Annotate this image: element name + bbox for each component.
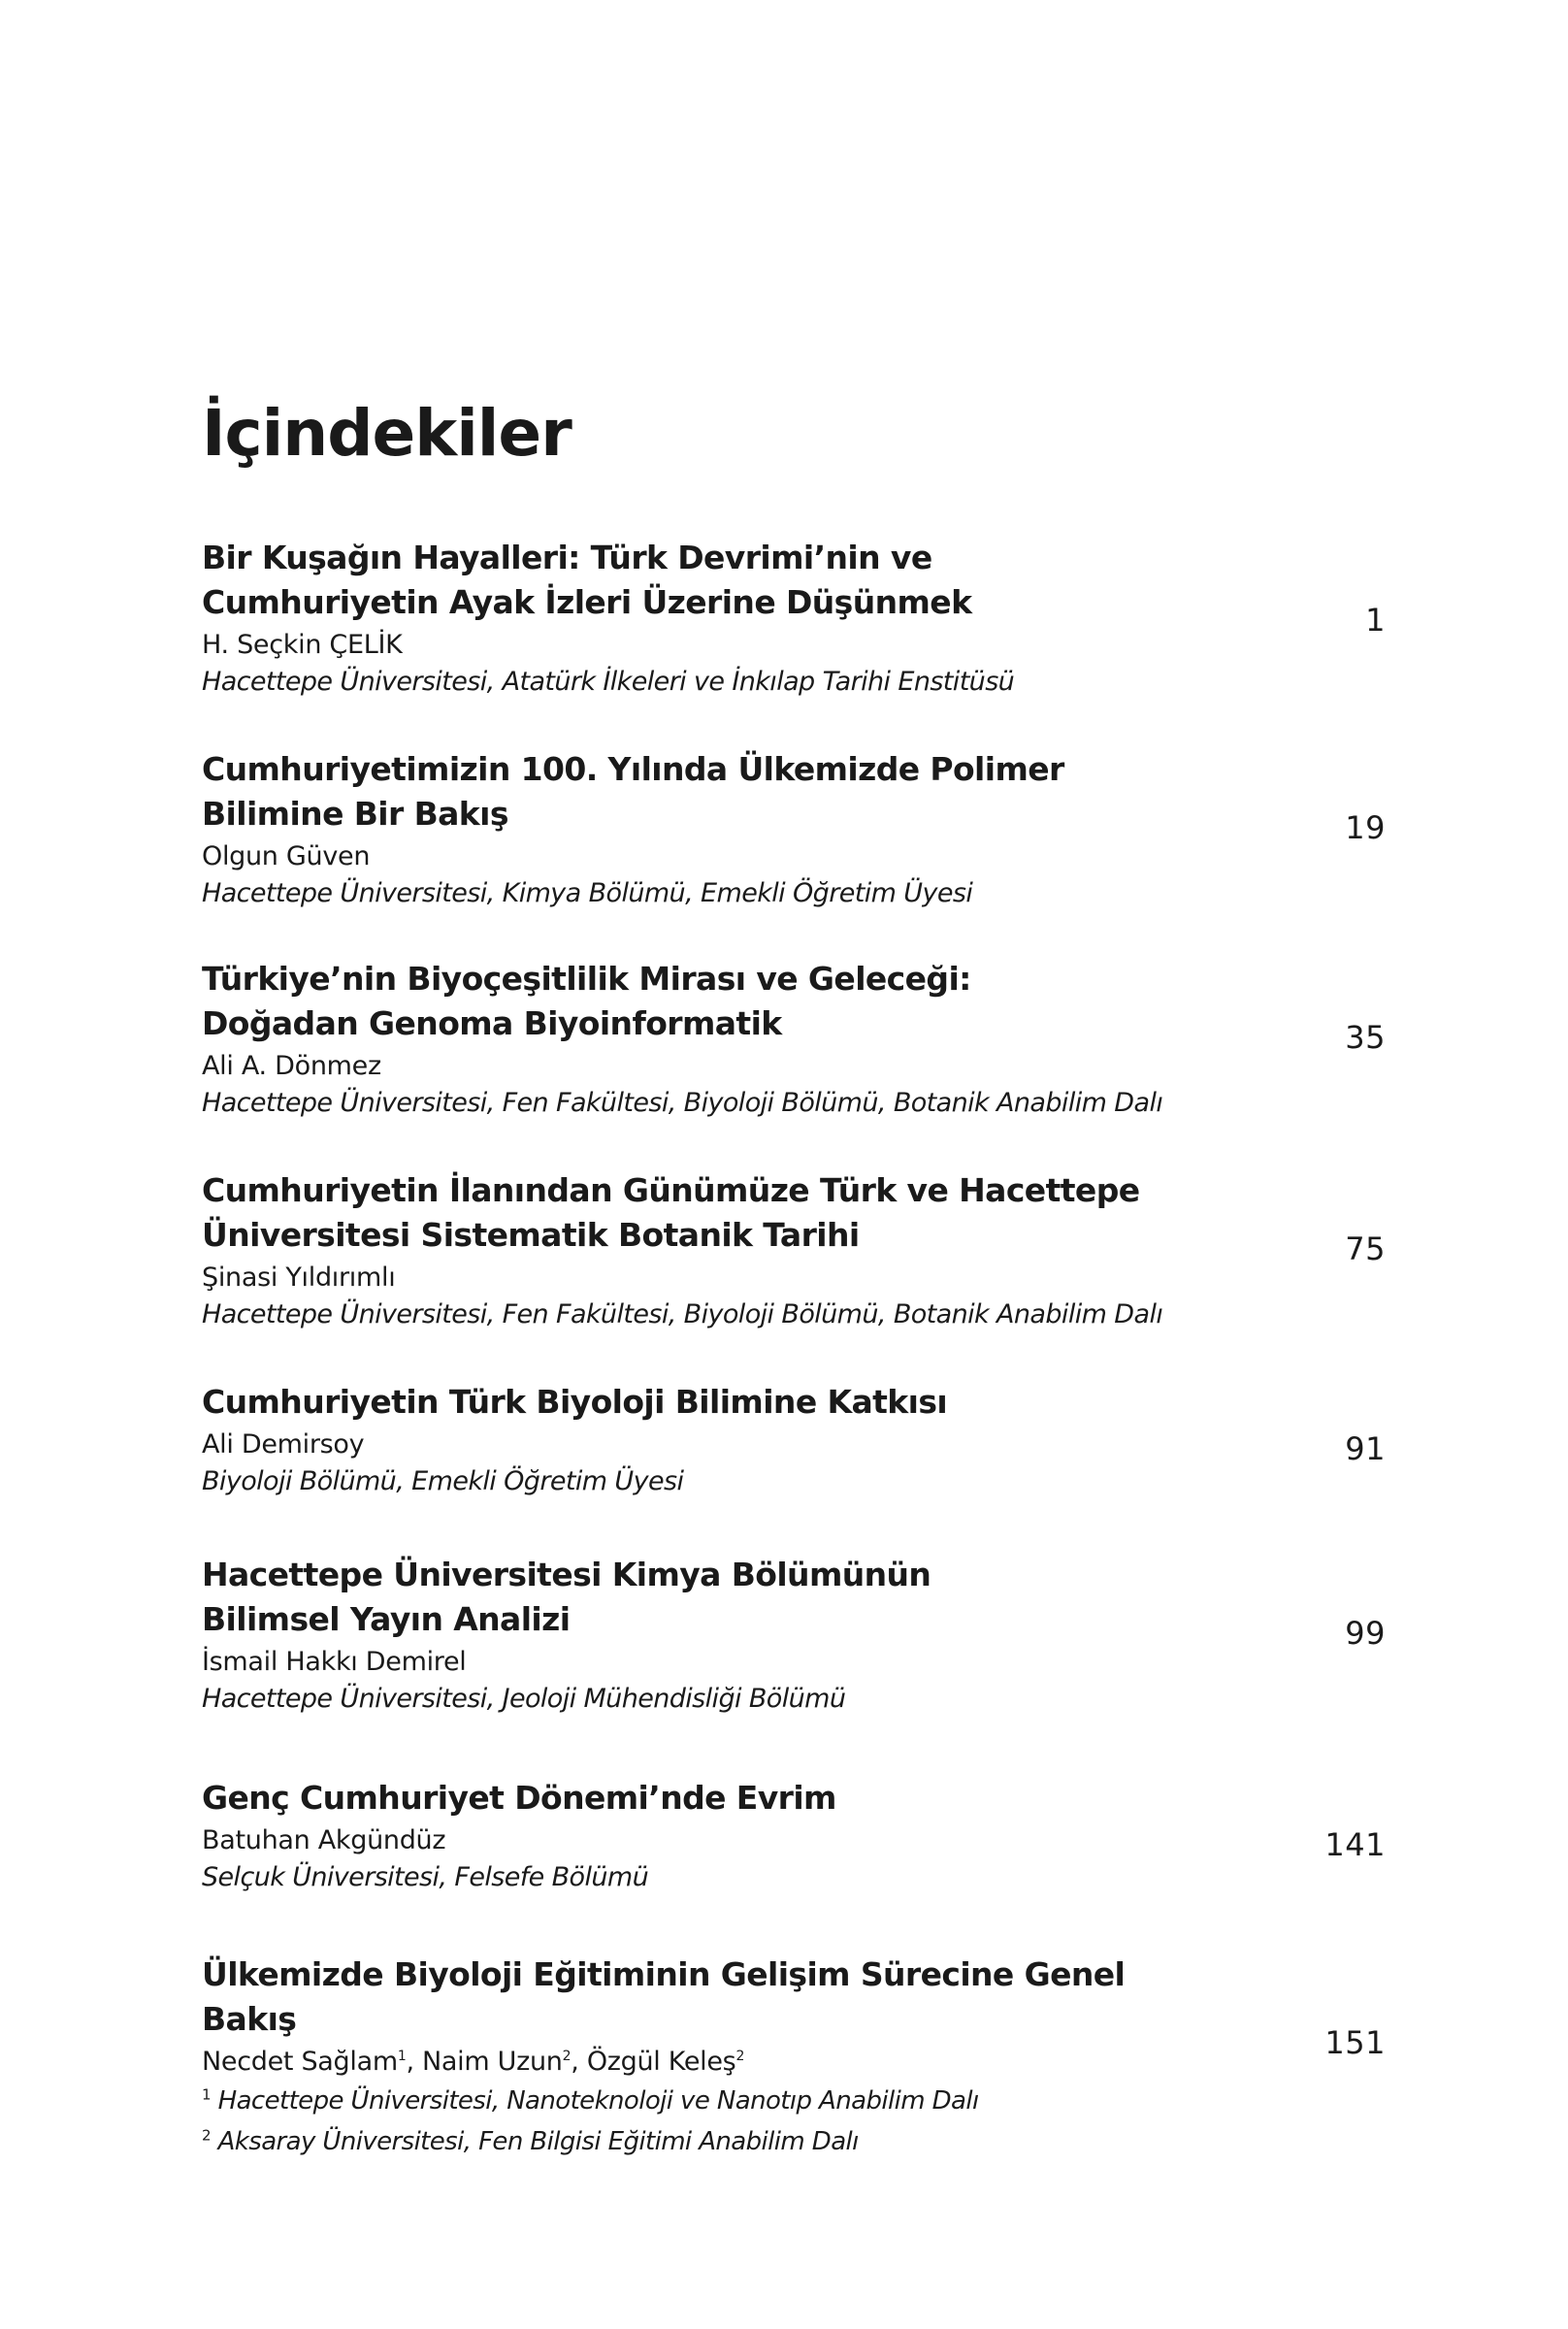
entry-title-line: Bir Kuşağın Hayalleri: Türk Devrimi’nin ve: [202, 539, 932, 576]
author-affiliation-mark: 2: [735, 2049, 745, 2064]
entry-title: [202, 536, 1172, 625]
entry-affiliation: Hacettepe Üniversitesi, Kimya Bölümü, Emekli Öğretim Üyesi: [202, 878, 973, 908]
entry-title-line: Cumhuriyetin Ayak İzleri Üzerine Düşünmek: [202, 583, 972, 621]
toc-entry[interactable]: [202, 536, 1386, 701]
affiliation-mark: 1: [202, 2085, 211, 2104]
page-title: İçindekiler: [202, 396, 572, 471]
toc-entry[interactable]: [202, 1168, 1386, 1333]
entry-title-line: Cumhuriyetimizin 100. Yılında Ülkemizde Polimer: [202, 750, 1064, 788]
author-separator: ,: [406, 2047, 423, 2077]
entry-affiliation: Hacettepe Üniversitesi, Atatürk İlkeleri ve İnkılap Tarihi Enstitüsü: [202, 667, 1015, 697]
affiliation-text: Hacettepe Üniversitesi, Nanoteknoloji ve Nanotıp Anabilim Dalı: [210, 2086, 979, 2116]
entry-page-number: 19: [1345, 809, 1386, 846]
entry-authors: [202, 2044, 1386, 2081]
entry-title-line: Türkiye’nin Biyoçeşitlilik Mirası ve Geleceği:: [202, 960, 971, 998]
entry-affiliation: [202, 2081, 1386, 2121]
entry-affiliation: Hacettepe Üniversitesi, Fen Fakültesi, Biyoloji Bölümü, Botanik Anabilim Dalı: [202, 1299, 1163, 1329]
entry-affiliation: [202, 2121, 1386, 2162]
entry-page-number: 151: [1324, 2024, 1386, 2061]
entry-page-number: 91: [1345, 1430, 1386, 1467]
entry-title-line: Cumhuriyetin İlanından Günümüze Türk ve Hacettepe: [202, 1171, 1140, 1209]
author-affiliation-mark: 2: [562, 2049, 572, 2064]
entry-title: [202, 1952, 1172, 2042]
author-affiliation-mark: 1: [397, 2049, 407, 2064]
entry-affiliation: Selçuk Üniversitesi, Felsefe Bölümü: [202, 1862, 649, 1892]
entry-author: Ali Demirsoy: [202, 1429, 365, 1460]
entry-author: Olgun Güven: [202, 841, 371, 871]
affiliation-mark: 2: [202, 2126, 211, 2145]
author-name: Naim Uzun: [422, 2047, 563, 2077]
entry-author: Ali A. Dönmez: [202, 1051, 381, 1081]
entry-page-number: 1: [1365, 602, 1386, 639]
entry-page-number: 75: [1345, 1230, 1386, 1267]
entry-title-line: Cumhuriyetin Türk Biyoloji Bilimine Katkısı: [202, 1383, 948, 1421]
entry-title: [202, 1776, 1172, 1821]
entry-author: Batuhan Akgündüz: [202, 1825, 446, 1855]
entry-author: H. Seçkin ÇELİK: [202, 630, 403, 660]
toc-entry[interactable]: [202, 957, 1386, 1122]
entry-page-number: 35: [1345, 1019, 1386, 1056]
entry-page-number: 99: [1345, 1615, 1386, 1652]
toc-entry[interactable]: [202, 747, 1386, 912]
entry-affiliation: Biyoloji Bölümü, Emekli Öğretim Üyesi: [202, 1466, 684, 1496]
author-name: Özgül Keleş: [586, 2047, 736, 2077]
author-separator: ,: [571, 2047, 587, 2077]
toc-entry[interactable]: [202, 1952, 1386, 2162]
entry-page-number: 141: [1324, 1826, 1386, 1863]
entry-title-line: Ülkemizde Biyoloji Eğitiminin Gelişim Sürecine Genel Bakış: [202, 1955, 1126, 2038]
entry-affiliation: Hacettepe Üniversitesi, Jeoloji Mühendisliği Bölümü: [202, 1684, 846, 1714]
entry-title-line: Üniversitesi Sistematik Botanik Tarihi: [202, 1216, 860, 1254]
toc-entry[interactable]: [202, 1553, 1386, 1718]
entry-title: [202, 1380, 1172, 1425]
entry-affiliation: Hacettepe Üniversitesi, Fen Fakültesi, Biyoloji Bölümü, Botanik Anabilim Dalı: [202, 1088, 1163, 1118]
entry-title: [202, 1553, 1172, 1642]
entry-title-line: Bilimine Bir Bakış: [202, 795, 508, 833]
entry-title: [202, 747, 1172, 836]
affiliation-text: Aksaray Üniversitesi, Fen Bilgisi Eğitimi Anabilim Dalı: [210, 2127, 859, 2156]
entry-author: İsmail Hakkı Demirel: [202, 1647, 467, 1677]
entry-title: [202, 1168, 1172, 1258]
entry-title-line: Hacettepe Üniversitesi Kimya Bölümünün: [202, 1556, 931, 1593]
entry-title-line: Bilimsel Yayın Analizi: [202, 1600, 571, 1638]
entry-author: Şinasi Yıldırımlı: [202, 1263, 396, 1293]
toc-entry[interactable]: [202, 1776, 1386, 1896]
entry-title: [202, 957, 1172, 1046]
entry-title-line: Genç Cumhuriyet Dönemi’nde Evrim: [202, 1779, 836, 1817]
toc-entry[interactable]: [202, 1380, 1386, 1500]
entry-title-line: Doğadan Genoma Biyoinformatik: [202, 1004, 782, 1042]
author-name: Necdet Sağlam: [202, 2047, 398, 2077]
